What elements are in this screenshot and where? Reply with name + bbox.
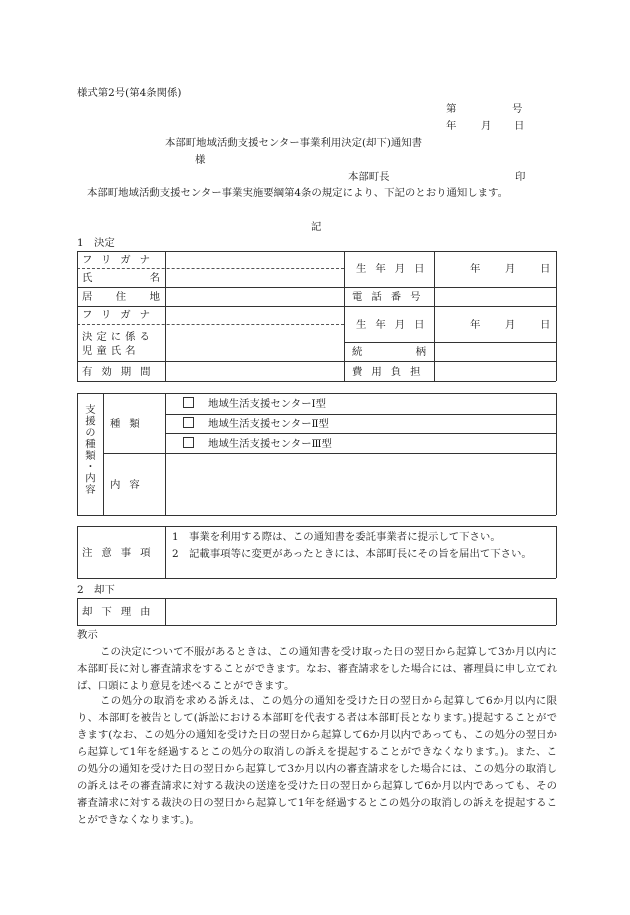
name-label: 氏 名: [82, 272, 160, 284]
notes-label: 注意事項: [82, 547, 160, 559]
rejection-reason-label: 却下理由: [82, 606, 160, 618]
date-year: 年: [446, 120, 457, 132]
type-2-option[interactable]: 地域生活支援センターⅡ型: [183, 417, 329, 431]
phone-label: 電話番号: [352, 291, 430, 303]
type-3-option[interactable]: 地域生活支援センターⅢ型: [183, 437, 332, 451]
birthdate-label: 生年月日: [356, 263, 434, 275]
address-label: 居 住 地: [82, 291, 160, 303]
instruction-heading: 教示: [77, 629, 98, 641]
doc-number-prefix: 第: [446, 103, 457, 115]
child-birthdate-day-unit: 日: [540, 319, 551, 331]
child-birthdate-label: 生年月日: [356, 319, 434, 331]
ki-mark: 記: [311, 221, 322, 233]
child-name-label-2: 児童氏名: [82, 345, 140, 357]
page-title: 本部町地域活動支援センター事業利用決定(却下)通知書: [165, 137, 423, 149]
valid-period-label: 有効期間: [82, 366, 160, 378]
checkbox-icon[interactable]: [183, 437, 194, 448]
kind-label: 種類: [110, 418, 149, 430]
form-number: 様式第2号(第4条関係): [77, 87, 182, 99]
note-item-1: 1 事業を利用する際は、この通知書を委託事業者に提示して下さい。: [172, 531, 501, 543]
doc-number-suffix: 号: [512, 103, 523, 115]
birthdate-day-unit: 日: [540, 263, 551, 275]
birthdate-year-unit: 年: [470, 263, 481, 275]
date-month: 月: [481, 120, 492, 132]
child-birthdate-month-unit: 月: [505, 319, 516, 331]
content-label: 内容: [110, 479, 149, 491]
section-rejection-heading: 2 却下: [77, 584, 115, 596]
instruction-paragraph-1: この決定について不服があるときは、この通知書を受け取った日の翌日から起算して3か月以内に本部町長に対し審査請求をすることができます。なお、審査請求をした場合には、審理員に申し立てれば、口頭により意見を述べることができます。: [77, 646, 557, 692]
addressee-suffix: 様: [195, 154, 206, 166]
child-name-label-1: 決定に係る: [82, 331, 154, 343]
date-day: 日: [514, 120, 525, 132]
section-decision-heading: 1 決定: [77, 237, 115, 249]
furigana-label: フリガナ: [82, 254, 160, 266]
type-1-option[interactable]: 地域生活支援センターⅠ型: [183, 397, 326, 411]
intro-text: 本部町地域活動支援センター事業実施要綱第4条の規定により、下記のとおり通知します。: [87, 187, 508, 199]
checkbox-icon[interactable]: [183, 397, 194, 408]
cost-burden-label: 費用負担: [352, 366, 430, 378]
seal-mark: 印: [515, 171, 526, 183]
instruction-paragraph-2: この処分の取消を求める訴えは、この処分の通知を受けた日の翌日から起算して6か月以内に限り、本部町を被告として(訴訟における本部町を代表する者は本部町長となります。)提起することができます(なお、この処分の通知を受けた日の翌日から起算して6か月以内であっても、この処分の翌日から起算して1年を経過するとこの処分の取消しの訴えを提起することができなくなります。)。また、この処分の通知を受けた日の翌日から起算して3か月以内の審査請求をした場合には、この処分の取消しの訴えはその審査請求に対する裁決の送達を受けた日の翌日から起算して6か月以内であっても、その審査請求に対する裁決の日の翌日から起算して1年を経過するとこの処分の取消しの訴えを提起することができなくなります。)。: [77, 695, 557, 826]
note-item-2: 2 記載事項等に変更があったときには、本部町長にその旨を届出て下さい。: [172, 548, 532, 560]
support-type-content-label: 支援の種類・内容: [83, 404, 95, 496]
birthdate-month-unit: 月: [505, 263, 516, 275]
issuer: 本部町長: [348, 171, 390, 183]
child-birthdate-year-unit: 年: [470, 319, 481, 331]
checkbox-icon[interactable]: [183, 417, 194, 428]
child-furigana-label: フリガナ: [82, 309, 160, 321]
relation-label: 続 柄: [352, 346, 426, 358]
